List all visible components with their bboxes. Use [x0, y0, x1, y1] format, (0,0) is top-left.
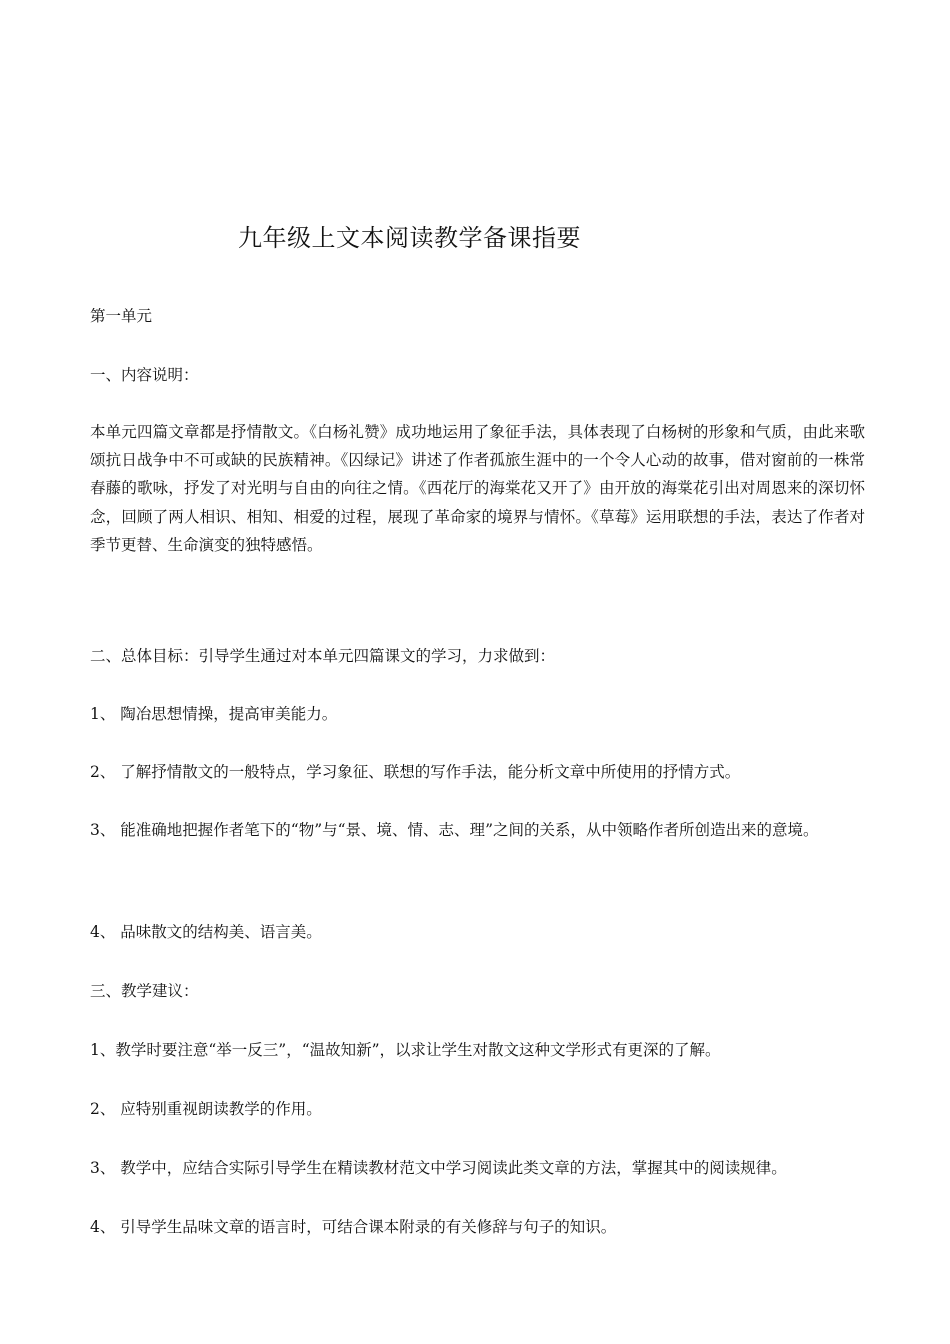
suggestion-item: 2、 应特别重视朗读教学的作用。 [90, 1100, 322, 1118]
goal-item: 4、 品味散文的结构美、语言美。 [90, 923, 322, 941]
document-title: 九年级上文本阅读教学备课指要 [238, 224, 581, 252]
suggestion-item: 4、 引导学生品味文章的语言时，可结合课本附录的有关修辞与句子的知识。 [90, 1218, 617, 1236]
goal-item: 1、 陶冶思想情操，提高审美能力。 [90, 705, 338, 723]
content-description-paragraph: 本单元四篇文章都是抒情散文。《白杨礼赞》成功地运用了象征手法，具体表现了白杨树的形象和气质，由此来歌颂抗日战争中不可或缺的民族精神。《囚绿记》讲述了作者孤旅生涯中的一个令人心动的故事，借对窗前的一株常春藤的歌咏，抒发了对光明与自由的向往之情。《西花厅的海棠花又开了》由开放的海棠花引出对周恩来的深切怀念，回顾了两人相识、相知、相爱的过程，展现了革命家的境界与情怀。《草莓》运用联想的手法，表达了作者对季节更替、生命演变的独特感悟。 [90, 423, 865, 554]
suggestion-item: 1、教学时要注意“举一反三”，“温故知新”，以求让学生对散文这种文学形式有更深的了解。 [90, 1041, 721, 1059]
suggestion-item: 3、 教学中，应结合实际引导学生在精读教材范文中学习阅读此类文章的方法，掌握其中的阅读规律。 [90, 1159, 787, 1177]
unit-heading: 第一单元 [90, 307, 153, 325]
goal-item: 2、 了解抒情散文的一般特点，学习象征、联想的写作手法，能分析文章中所使用的抒情方式。 [90, 763, 741, 781]
goal-item: 3、 能准确地把握作者笔下的“物”与“景、境、情、志、理”之间的关系，从中领略作者所创造出来的意境。 [90, 821, 819, 839]
section-heading-suggestions: 三、教学建议： [90, 982, 199, 1000]
section-heading-goals: 二、总体目标：引导学生通过对本单元四篇课文的学习，力求做到： [90, 647, 556, 665]
section-heading-content: 一、内容说明： [90, 366, 199, 384]
